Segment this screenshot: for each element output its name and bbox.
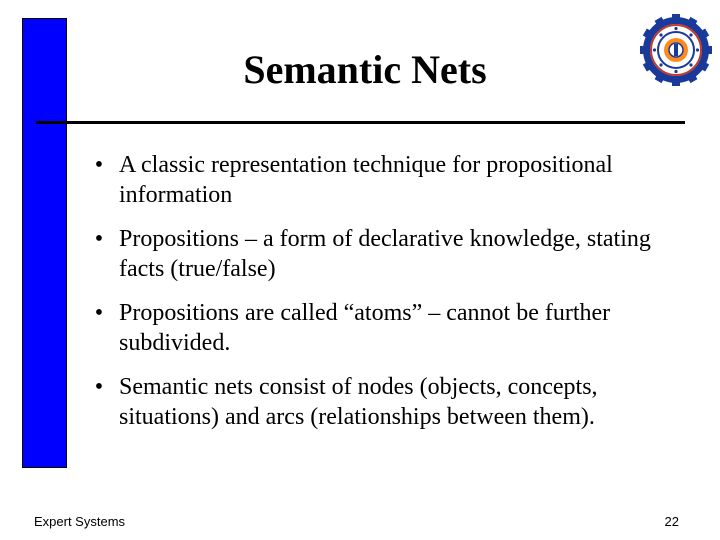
bullet-item — [89, 150, 699, 210]
slide-title: Semantic Nets — [243, 47, 487, 92]
bullet-text: Semantic nets consist of nodes (objects, concepts, situations) and arcs (relationships between them). — [119, 374, 598, 430]
bullet-dot: • — [94, 226, 104, 252]
bullet-text: A classic representation technique for propositional information — [119, 152, 613, 208]
left-accent-bar — [22, 18, 67, 468]
bullet-text: Propositions are called “atoms” – cannot be further subdivided. — [119, 300, 611, 356]
bullet-item — [89, 298, 699, 358]
title-underline — [36, 121, 685, 124]
bullet-dot: • — [94, 300, 104, 326]
bullet-item — [89, 224, 699, 284]
institution-seal-icon — [640, 14, 712, 86]
bullet-dot: • — [94, 374, 104, 400]
bullet-text: Propositions – a form of declarative knowledge, stating facts (true/false) — [119, 226, 651, 282]
bullet-item — [89, 372, 699, 432]
bullet-dot: • — [94, 152, 104, 178]
bullet-list — [89, 150, 699, 446]
page-number: 22 — [664, 514, 679, 529]
footer-course-title: Expert Systems — [34, 514, 126, 529]
